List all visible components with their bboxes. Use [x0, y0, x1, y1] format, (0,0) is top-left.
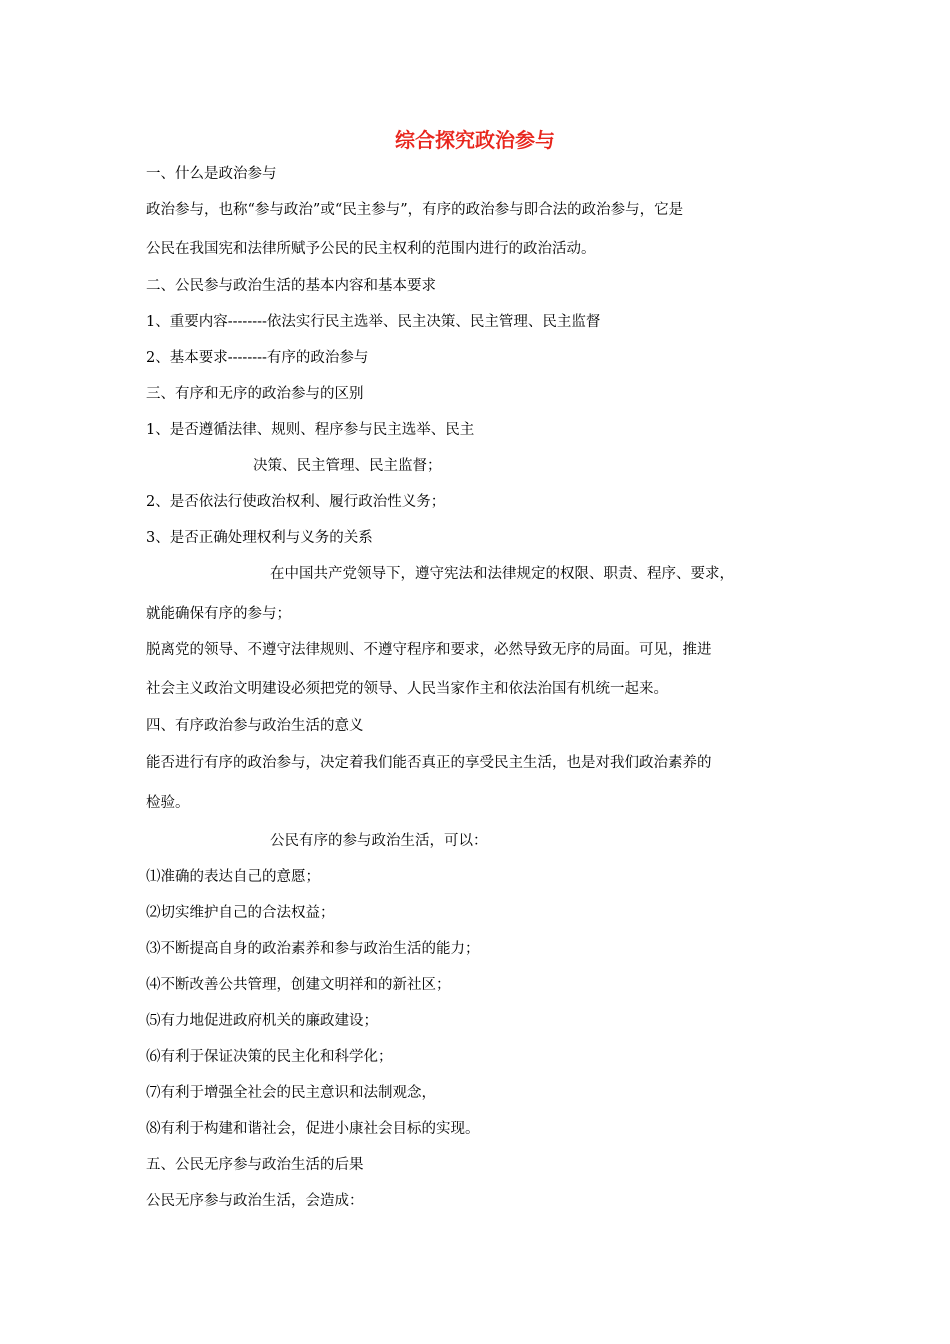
list-item: 2、是否依法行使政治权利、履行政治性义务；: [146, 494, 446, 510]
section-heading-3: 三、有序和无序的政治参与的区别: [146, 386, 364, 402]
list-item: ⑷不断改善公共管理，创建文明祥和的新社区；: [146, 977, 451, 993]
list-item: 2、基本要求--------有序的政治参与: [146, 350, 369, 366]
paragraph-line: 公民有序的参与政治生活，可以：: [270, 833, 488, 849]
list-item: ⑺有利于增强全社会的民主意识和法制观念，: [146, 1085, 436, 1101]
list-item: 1、是否遵循法律、规则、程序参与民主选举、民主: [146, 422, 475, 438]
list-item: ⑶不断提高自身的政治素养和参与政治生活的能力；: [146, 941, 480, 957]
list-item: ⑸有力地促进政府机关的廉政建设；: [146, 1013, 378, 1029]
list-item: 3、是否正确处理权利与义务的关系: [146, 530, 373, 546]
paragraph-line: 能否进行有序的政治参与，决定着我们能否真正的享受民主生活，也是对我们政治素养的: [146, 755, 712, 771]
section-heading-4: 四、有序政治参与政治生活的意义: [146, 718, 364, 734]
paragraph-line: 公民在我国宪和法律所赋予公民的民主权利的范围内进行的政治活动。: [146, 241, 596, 257]
list-item: 1、重要内容--------依法实行民主选举、民主决策、民主管理、民主监督: [146, 314, 601, 330]
section-heading-1: 一、什么是政治参与: [146, 166, 277, 182]
list-item-continuation: 决策、民主管理、民主监督；: [253, 458, 442, 474]
list-item: ⑴准确的表达自己的意愿；: [146, 869, 320, 885]
paragraph-line: 公民无序参与政治生活，会造成：: [146, 1193, 364, 1209]
paragraph-line: 社会主义政治文明建设必须把党的领导、人民当家作主和依法治国有机统一起来。: [146, 681, 668, 697]
paragraph-line: 脱离党的领导、不遵守法律规则、不遵守程序和要求，必然导致无序的局面。可见，推进: [146, 642, 712, 658]
section-heading-5: 五、公民无序参与政治生活的后果: [146, 1157, 364, 1173]
paragraph-line: 就能确保有序的参与；: [146, 606, 291, 622]
list-item: ⑵切实维护自己的合法权益；: [146, 905, 335, 921]
list-item: ⑻有利于构建和谐社会，促进小康社会目标的实现。: [146, 1121, 480, 1137]
paragraph-line: 政治参与，也称“参与政治”或“民主参与”，有序的政治参与即合法的政治参与，它是: [146, 202, 684, 218]
paragraph-line: 在中国共产党领导下，遵守宪法和法律规定的权限、职责、程序、要求，: [270, 566, 734, 582]
document-title: 综合探究政治参与: [395, 128, 555, 152]
list-item: ⑹有利于保证决策的民主化和科学化；: [146, 1049, 393, 1065]
section-heading-2: 二、公民参与政治生活的基本内容和基本要求: [146, 278, 436, 294]
paragraph-line: 检验。: [146, 795, 190, 811]
